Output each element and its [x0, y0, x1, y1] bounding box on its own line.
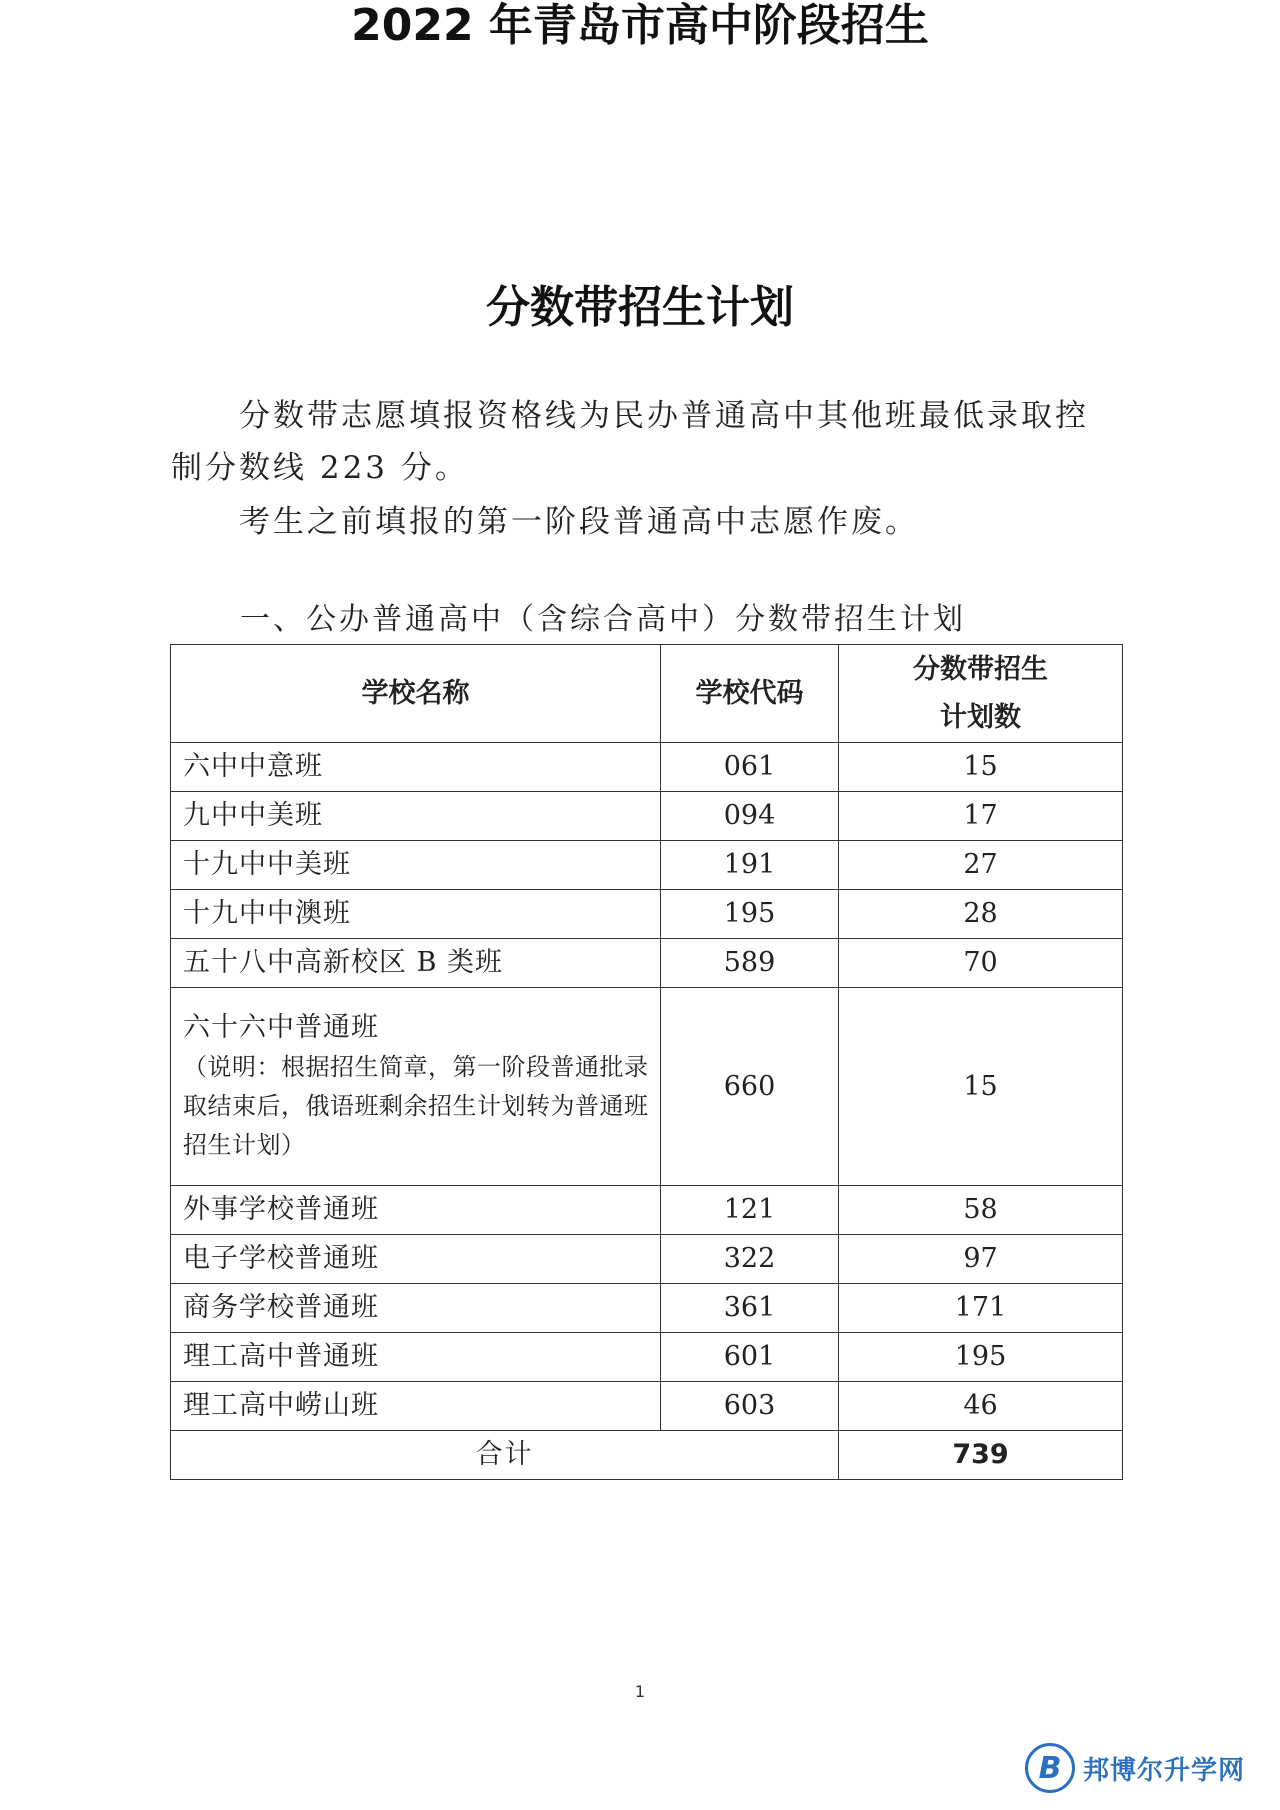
plan-count-cell: 97	[839, 1235, 1123, 1284]
paragraph-qualification-line: 分数带志愿填报资格线为民办普通高中其他班最低录取控制分数线 223 分。	[171, 398, 1089, 486]
plan-count-cell: 171	[839, 1284, 1123, 1333]
table-row	[171, 1284, 1123, 1333]
school-name-cell: 外事学校普通班	[171, 1186, 661, 1235]
table-row	[171, 890, 1123, 939]
header-school-name: 学校名称	[171, 645, 661, 743]
school-name-cell	[171, 988, 661, 1186]
header-plan-line1: 分数带招生	[913, 653, 1048, 685]
plan-count-cell: 70	[839, 939, 1123, 988]
table-row	[171, 743, 1123, 792]
section-heading: 一、公办普通高中（含综合高中）分数带招生计划	[240, 602, 966, 637]
school-code-cell: 660	[661, 988, 839, 1186]
total-value-cell: 739	[839, 1431, 1123, 1480]
school-name-cell: 理工高中崂山班	[171, 1382, 661, 1431]
site-watermark	[1025, 1740, 1245, 1796]
document-title-line2: 分数带招生计划	[486, 282, 794, 333]
table-row	[171, 939, 1123, 988]
school-name-cell: 理工高中普通班	[171, 1333, 661, 1382]
table-row	[171, 792, 1123, 841]
school-code-cell: 589	[661, 939, 839, 988]
school-name-cell: 十九中中美班	[171, 841, 661, 890]
school-name-cell: 商务学校普通班	[171, 1284, 661, 1333]
plan-count-cell: 15	[839, 988, 1123, 1186]
school-code-cell: 191	[661, 841, 839, 890]
plan-count-cell: 46	[839, 1382, 1123, 1431]
table-header-row	[171, 645, 1123, 743]
table-row	[171, 1235, 1123, 1284]
school-code-cell: 603	[661, 1382, 839, 1431]
plan-count-cell: 17	[839, 792, 1123, 841]
total-label-cell: 合计	[171, 1431, 839, 1480]
watermark-text: 邦博尔升学网	[1083, 1755, 1246, 1786]
table-row	[171, 1333, 1123, 1382]
table-row	[171, 841, 1123, 890]
school-name-cell: 电子学校普通班	[171, 1235, 661, 1284]
page-number: 1	[634, 1682, 646, 1701]
paragraph-first-stage-void: 考生之前填报的第一阶段普通高中志愿作废。	[239, 504, 919, 540]
watermark-logo-icon: B	[1025, 1743, 1075, 1793]
plan-count-cell: 27	[839, 841, 1123, 890]
table-row	[171, 1186, 1123, 1235]
document-title-line1: 2022 年青岛市高中阶段招生	[351, 0, 929, 51]
plan-count-cell: 28	[839, 890, 1123, 939]
plan-count-cell: 195	[839, 1333, 1123, 1382]
school-code-cell: 601	[661, 1333, 839, 1382]
table-row	[171, 1382, 1123, 1431]
school-code-cell: 322	[661, 1235, 839, 1284]
plan-count-cell: 15	[839, 743, 1123, 792]
school-name-text: 六十六中普通班	[183, 1012, 379, 1043]
school-code-cell: 094	[661, 792, 839, 841]
header-plan-line2: 计划数	[940, 701, 1021, 733]
school-name-cell: 九中中美班	[171, 792, 661, 841]
table-total-row	[171, 1431, 1123, 1480]
school-name-cell: 十九中中澳班	[171, 890, 661, 939]
plan-count-cell: 58	[839, 1186, 1123, 1235]
school-code-cell: 121	[661, 1186, 839, 1235]
school-code-cell: 361	[661, 1284, 839, 1333]
enrollment-plan-table	[170, 644, 1123, 1480]
school-name-cell: 五十八中高新校区 B 类班	[171, 939, 661, 988]
school-name-cell: 六中中意班	[171, 743, 661, 792]
school-code-cell: 195	[661, 890, 839, 939]
header-school-code: 学校代码	[661, 645, 839, 743]
school-code-cell: 061	[661, 743, 839, 792]
school-note-text: （说明：根据招生简章，第一阶段普通批录取结束后，俄语班剩余招生计划转为普通班招生计划）	[183, 1053, 649, 1159]
table-row	[171, 988, 1123, 1186]
header-plan-count	[839, 645, 1123, 743]
